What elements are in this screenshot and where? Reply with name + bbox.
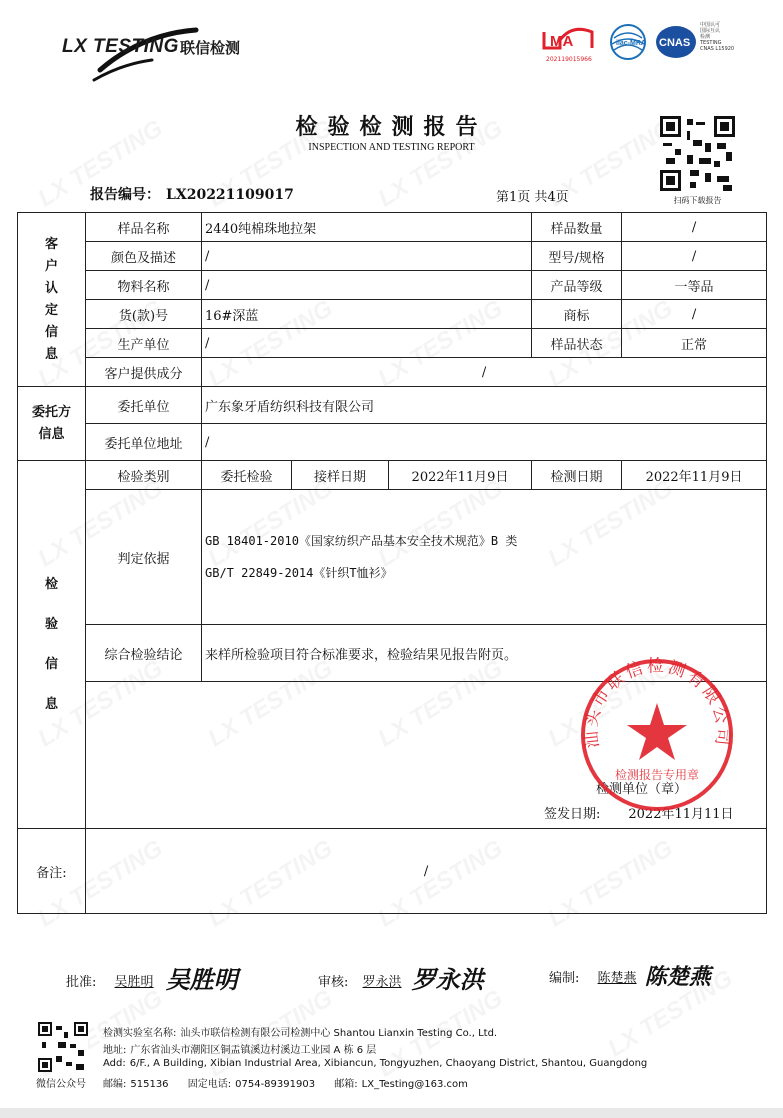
grade-value: 一等品 bbox=[622, 271, 767, 300]
table-row bbox=[18, 490, 767, 625]
svg-text:CNAS: CNAS bbox=[659, 37, 691, 49]
compile-handwriting: 陈楚燕 bbox=[644, 964, 711, 990]
entrust-section-title: 委托方 信息 bbox=[18, 387, 86, 461]
wechat-qr-icon[interactable] bbox=[38, 1022, 88, 1072]
model-label: 型号/规格 bbox=[532, 242, 622, 271]
review-handwriting: 罗永洪 bbox=[411, 965, 484, 994]
ilac-mra-mark-icon bbox=[611, 25, 646, 59]
table-row bbox=[18, 461, 767, 490]
remarks-label: 备注: bbox=[18, 829, 86, 914]
svg-text:MA: MA bbox=[550, 33, 574, 50]
report-number: 报告编号： LX20221109017 bbox=[90, 187, 294, 203]
item-no-label: 货(款)号 bbox=[86, 300, 202, 329]
table-row bbox=[18, 358, 767, 387]
table-row bbox=[18, 829, 767, 914]
sample-qty-value: / bbox=[622, 213, 767, 242]
inspect-type-value: 委托检验 bbox=[202, 461, 292, 490]
remarks-value: / bbox=[86, 829, 767, 914]
bottom-bar bbox=[0, 1108, 783, 1118]
entrust-addr-label: 委托单位地址 bbox=[86, 424, 202, 461]
receive-date-value: 2022年11月9日 bbox=[389, 461, 532, 490]
address-cn: 地址: 广东省汕头市潮阳区铜盂镇溪边村溪边工业园 A 栋 6 层 bbox=[103, 1045, 377, 1056]
test-date-label: 检测日期 bbox=[532, 461, 622, 490]
table-row bbox=[18, 271, 767, 300]
page-info: 第1页 共4页 bbox=[496, 190, 569, 205]
review-signature: 审核: 罗永洪 罗永洪 bbox=[318, 965, 484, 994]
official-seal-icon bbox=[577, 655, 737, 815]
receive-date-label: 接样日期 bbox=[292, 461, 389, 490]
brand-label: 商标 bbox=[532, 300, 622, 329]
inspect-type-label: 检验类别 bbox=[86, 461, 202, 490]
entrust-unit-value: 广东象牙盾纺织科技有限公司 bbox=[202, 387, 767, 424]
basis-value: GB 18401-2010《国家纺织产品基本安全技术规范》B 类 GB/T 22849-2014《针织T恤衫》 bbox=[202, 490, 767, 625]
logo-text: LX TESTING bbox=[62, 36, 179, 57]
test-date-value: 2022年11月9日 bbox=[622, 461, 767, 490]
brand-value: / bbox=[622, 300, 767, 329]
report-title-en: INSPECTION AND TESTING REPORT bbox=[308, 142, 475, 153]
table-row bbox=[18, 329, 767, 358]
wechat-label: 微信公众号 bbox=[36, 1079, 86, 1090]
grade-label: 产品等级 bbox=[532, 271, 622, 300]
composition-label: 客户提供成分 bbox=[86, 358, 202, 387]
table-row bbox=[18, 242, 767, 271]
client-section-title: 客 户 认 定 信 息 bbox=[18, 213, 86, 387]
svg-text:检测报告专用章: 检测报告专用章 bbox=[614, 768, 700, 782]
sample-name-value: 2440纯棉珠地拉架 bbox=[202, 213, 532, 242]
item-no-value: 16#深蓝 bbox=[202, 300, 532, 329]
sample-name-label: 样品名称 bbox=[86, 213, 202, 242]
cnas-mark-icon bbox=[656, 26, 696, 58]
material-value: / bbox=[202, 271, 532, 300]
cma-code: 202119015966 bbox=[546, 56, 592, 63]
table-row bbox=[18, 213, 767, 242]
entrust-unit-label: 委托单位 bbox=[86, 387, 202, 424]
basis-label: 判定依据 bbox=[86, 490, 202, 625]
table-row bbox=[18, 300, 767, 329]
entrust-addr-value: / bbox=[202, 424, 767, 461]
conclusion-label: 综合检验结论 bbox=[86, 625, 202, 682]
address-en: Add: 6/F., A Building, Xibian Industrial Area, Xibiancun, Tongyuzhen, Chaoyang District, Shantou, Guangdong bbox=[103, 1058, 648, 1069]
table-row bbox=[18, 424, 767, 461]
table-row bbox=[18, 387, 767, 424]
qr-code-icon[interactable] bbox=[660, 116, 735, 191]
unit-stamp-label: 检测单位（章） bbox=[596, 782, 688, 797]
producer-label: 生产单位 bbox=[86, 329, 202, 358]
model-value: / bbox=[622, 242, 767, 271]
color-value: / bbox=[202, 242, 532, 271]
composition-value: / bbox=[202, 358, 767, 387]
cnas-caption: 中国认可 国际互认 检测 TESTING CNAS L15920 bbox=[700, 22, 735, 52]
report-title: 检验检测报告 bbox=[295, 114, 488, 140]
inspect-section-title: 检 验 信 息 bbox=[18, 461, 86, 829]
qr-caption: 扫码下载报告 bbox=[673, 196, 722, 205]
producer-value: / bbox=[202, 329, 532, 358]
approve-signature: 批准: 吴胜明 吴胜明 bbox=[66, 965, 238, 994]
logo-cn: 联信检测 bbox=[180, 39, 241, 57]
contact-info: 邮编: 515136 固定电话: 0754-89391903 邮箱: LX_Testing@163.com bbox=[103, 1079, 468, 1090]
email-link[interactable]: LX_Testing@163.com bbox=[361, 1079, 468, 1090]
approve-handwriting: 吴胜明 bbox=[165, 965, 238, 994]
color-label: 颜色及描述 bbox=[86, 242, 202, 271]
issue-date: 签发日期: 2022年11月11日 bbox=[544, 807, 734, 822]
sample-qty-label: 样品数量 bbox=[532, 213, 622, 242]
svg-text:汕头市联信检测有限公司: 汕头市联信检测有限公司 bbox=[581, 656, 733, 750]
conclusion-value: 来样所检验项目符合标准要求，检验结果见报告附页。 bbox=[202, 625, 767, 682]
certification-marks bbox=[540, 22, 770, 76]
lab-name: 检测实验室名称: 汕头市联信检测有限公司检测中心 Shantou Lianxin Testing Co., Ltd. bbox=[103, 1028, 498, 1039]
compile-signature: 编制: 陈楚燕 陈楚燕 bbox=[549, 964, 711, 990]
sample-state-label: 样品状态 bbox=[532, 329, 622, 358]
material-label: 物料名称 bbox=[86, 271, 202, 300]
cma-mark-icon bbox=[544, 29, 592, 50]
svg-text:ilac-MRA: ilac-MRA bbox=[616, 40, 646, 47]
sample-state-value: 正常 bbox=[622, 329, 767, 358]
